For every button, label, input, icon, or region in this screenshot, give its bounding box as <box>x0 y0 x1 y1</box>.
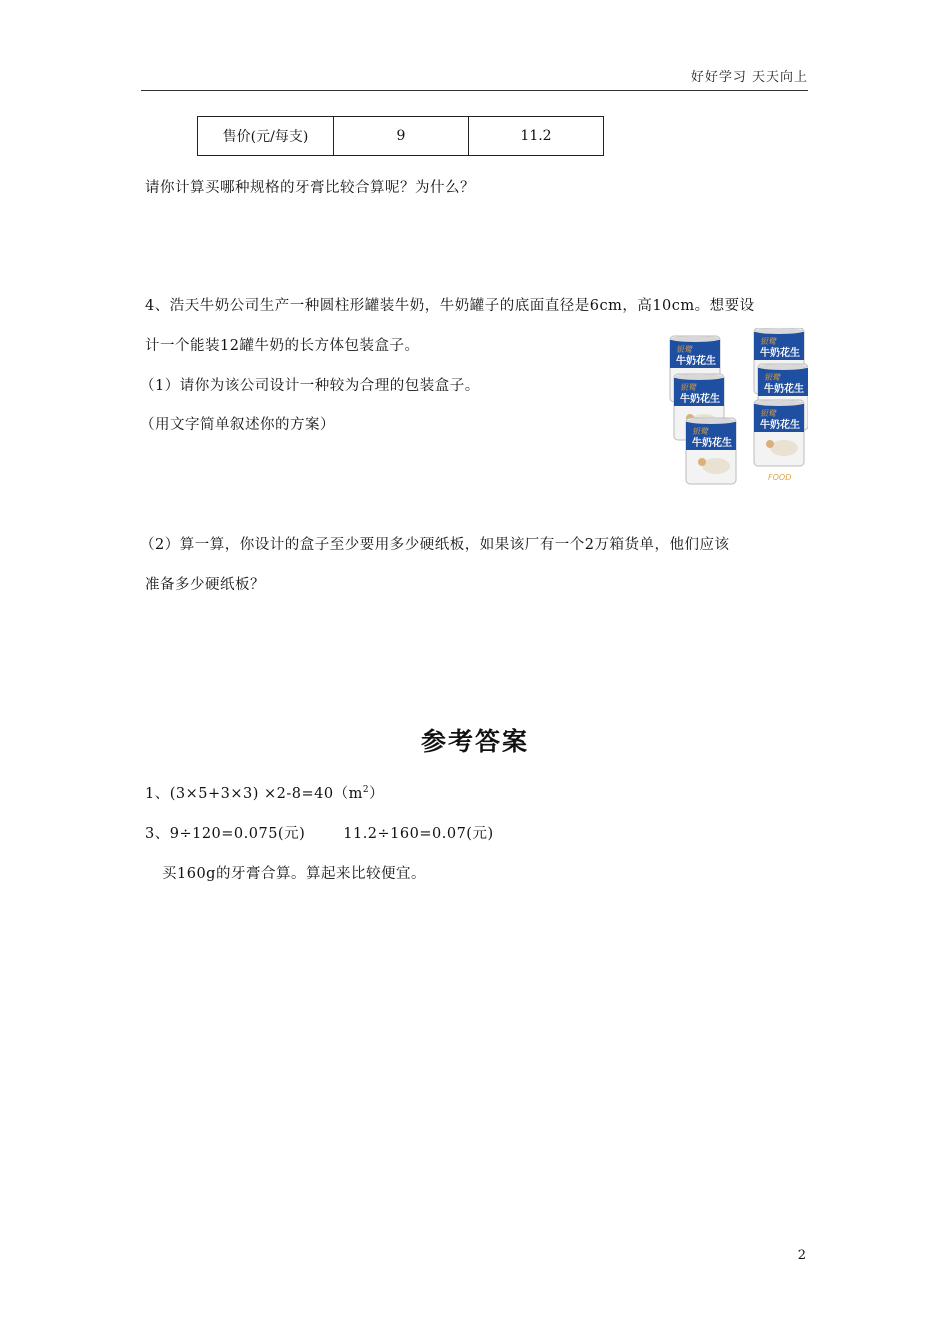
answer3-conclusion: 买160g的牙膏合算。算起来比较便宜。 <box>162 866 426 882</box>
header-rule <box>141 90 808 91</box>
answer1 <box>145 782 384 803</box>
question4-line2: 计一个能装12罐牛奶的长方体包装盒子。 <box>145 338 420 354</box>
page-number: 2 <box>797 1248 806 1263</box>
page-header-motto: 好好学习 天天向上 <box>690 70 808 85</box>
question4-part2-line1: （2）算一算，你设计的盒子至少要用多少硬纸板，如果该厂有一个2万箱货单，他们应该 <box>140 537 730 553</box>
answer3-part2: 11.2÷160=0.07(元) <box>343 826 494 842</box>
question4-line1: 4、浩天牛奶公司生产一种圆柱形罐装牛奶，牛奶罐子的底面直径是6cm，高10cm。想要设 <box>145 298 755 314</box>
answer1-superscript: 2 <box>362 785 370 796</box>
price-value-b-cell: 11.2 <box>469 117 604 156</box>
question3-prompt: 请你计算买哪种规格的牙膏比较合算呢？为什么？ <box>145 180 475 196</box>
answer3-part1: 3、9÷120=0.075(元) <box>145 826 306 842</box>
price-table <box>197 116 604 156</box>
question4-part2-line2: 准备多少硬纸板？ <box>145 577 265 593</box>
price-label-cell: 售价(元/每支) <box>198 117 334 156</box>
answer1-suffix: ） <box>369 786 385 802</box>
milk-can-product-image <box>668 328 808 490</box>
answer3 <box>145 822 494 843</box>
price-value-a-cell: 9 <box>334 117 469 156</box>
watermark: FOOD <box>768 473 792 482</box>
question4-part1-note: （用文字简单叙述你的方案） <box>140 417 335 433</box>
table-row <box>198 117 604 156</box>
answer1-text: 1、(3×5+3×3) ×2-8=40（m <box>145 786 363 802</box>
answers-title: 参考答案 <box>420 727 529 756</box>
question4-part1: （1）请你为该公司设计一种较为合理的包装盒子。 <box>140 378 480 394</box>
milk-cans-illustration <box>668 328 808 490</box>
